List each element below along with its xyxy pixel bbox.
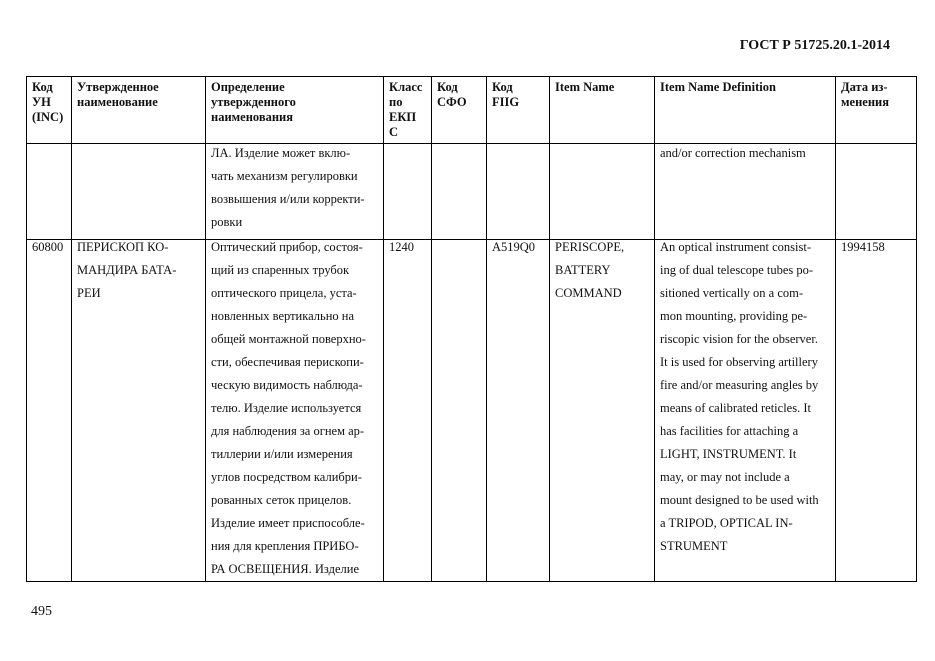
cell-definition: ЛА. Изделие может вклю- чать механизм регулировки возвышения и/или корректи- ровки	[206, 144, 384, 240]
cell-code: 60800	[27, 240, 72, 582]
table-row-continuation	[27, 144, 917, 240]
cell-fiig: A519Q0	[487, 240, 550, 582]
column-header-approved-name: Утвержденное наименование	[72, 77, 206, 144]
cell-change-date: 1994158	[836, 240, 917, 582]
cell-approved-name	[72, 144, 206, 240]
item-registry-table	[26, 76, 917, 582]
cell-class	[384, 144, 432, 240]
header-row	[27, 77, 917, 144]
cell-item-name-definition: and/or correction mechanism	[655, 144, 836, 240]
cell-approved-name: ПЕРИСКОП КО- МАНДИРА БАТА- РЕИ	[72, 240, 206, 582]
column-header-code: Код УН (INC)	[27, 77, 72, 144]
cell-item-name: PERISCOPE, BATTERY COMMAND	[550, 240, 655, 582]
cell-item-name	[550, 144, 655, 240]
column-header-change-date: Дата из- менения	[836, 77, 917, 144]
page-number: 495	[31, 604, 52, 619]
table-row-60800	[27, 240, 917, 582]
cell-class: 1240	[384, 240, 432, 582]
column-header-item-name-definition: Item Name Definition	[655, 77, 836, 144]
column-header-definition: Определение утвержденного наименования	[206, 77, 384, 144]
column-header-class: Класс по ЕКП С	[384, 77, 432, 144]
cell-change-date	[836, 144, 917, 240]
standard-number: ГОСТ Р 51725.20.1-2014	[739, 38, 890, 53]
column-header-fiig: Код FIIG	[487, 77, 550, 144]
cell-code	[27, 144, 72, 240]
cell-sfo	[432, 144, 487, 240]
column-header-sfo: Код СФО	[432, 77, 487, 144]
column-header-item-name: Item Name	[550, 77, 655, 144]
cell-definition: Оптический прибор, состоя- щий из спаренных трубок оптического прицела, уста- новленных вертикально на общей монтажной поверхно- сти, обеспечивая перископи- ческую видимость наблюда- телю. Изделие используется для наблюдения за огнем ар- тиллерии и/или измерения углов посредством калибри- рованных сеток прицелов. Изделие имеет приспособле- ния для крепления ПРИБО- РА ОСВЕЩЕНИЯ. Изделие	[206, 240, 384, 582]
cell-item-name-definition: An optical instrument consist- ing of dual telescope tubes po- sitioned vertically on a com- mon mounting, providing pe- riscopic vision for the observer. It is used for observing artillery fire and/or measuring angles by means of calibrated reticles. It has facilities for attaching a LIGHT, INSTRUMENT. It may, or may not include a mount designed to be used with a TRIPOD, OPTICAL IN- STRUMENT	[655, 240, 836, 582]
cell-fiig	[487, 144, 550, 240]
cell-sfo	[432, 240, 487, 582]
